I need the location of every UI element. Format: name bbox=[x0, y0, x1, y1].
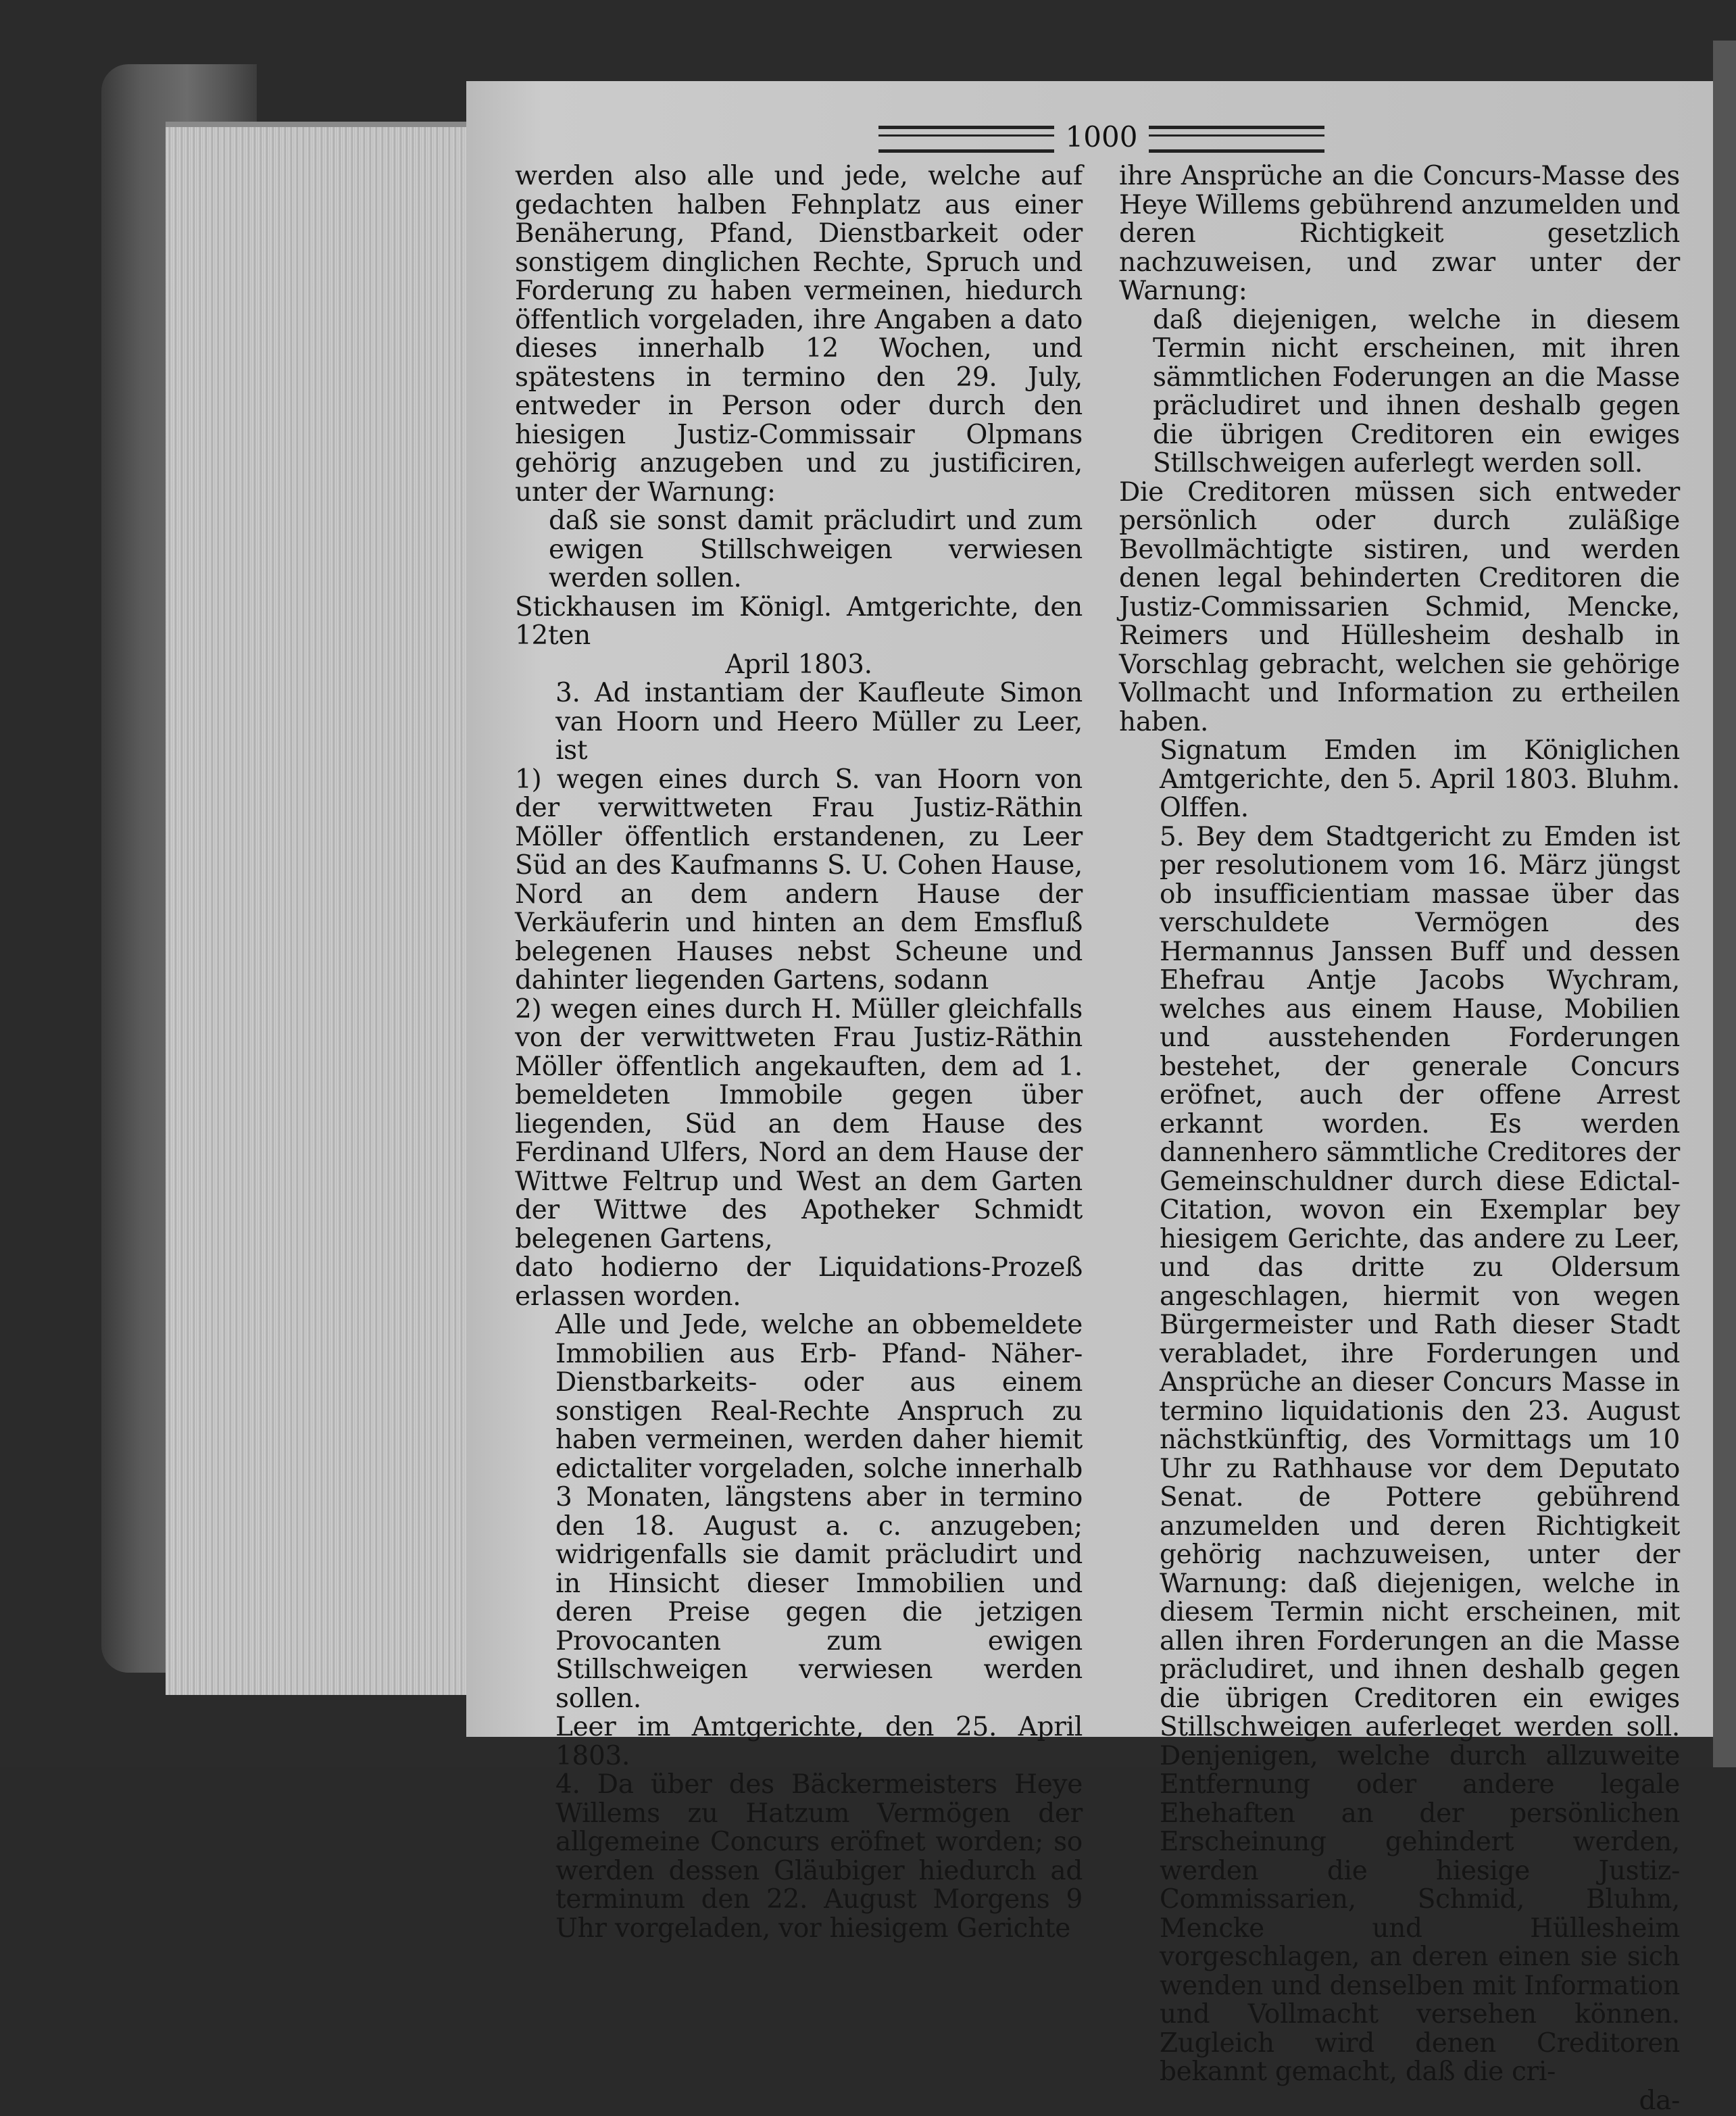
page-number: 1000 bbox=[1065, 120, 1138, 153]
signature-line: Leer im Amtgerichte, den 25. April 1803. bbox=[555, 1712, 1083, 1771]
signature-line: Signatum Emden im Königlichen Amtgerichte, den 5. April 1803. Bluhm. Olffen. bbox=[1160, 735, 1680, 823]
date-line: April 1803. bbox=[725, 649, 872, 680]
paragraph: werden also alle und jede, welche auf gedachten halben Fehnplatz aus einer Benäherung, Pfand, Dienstbarkeit oder sonstigem dinglichen Rechte, Spruch und Forderung zu haben vermeinen, hiedurch öffentlich vorgeladen, ihre Angaben a dato dieses innerhalb 12 Wochen, und spätestens in termino den 29. July, entweder in Person oder durch den hiesigen Justiz-Commissair Olpmans gehörig anzugeben und zu justificiren, unter der Warnung: bbox=[515, 161, 1083, 508]
facing-page-edge bbox=[1713, 41, 1736, 1767]
list-item: 1) wegen eines durch S. van Hoorn von der verwittweten Frau Justiz-Räthin Möller öffentlich erstandenen, zu Leer Süd an des Kaufmanns S. U. Cohen Hause, Nord an dem andern Hause der Verkäuferin und hinten an dem Emsfluß belegenen Hauses nebst Scheune und dahinter liegenden Gartens, sodann bbox=[515, 764, 1083, 995]
header-rule-left bbox=[878, 126, 1054, 153]
paragraph: 4. Da über des Bäckermeisters Heye Willems zu Hatzum Vermögen der allgemeine Concurs eröfnet worden; so werden dessen Gläubiger hiedurch ad terminum den 22. August Morgens 9 Uhr vorgeladen, vor hiesigem Gerichte bbox=[555, 1769, 1083, 1944]
warning-clause: daß sie sonst damit präcludirt und zum ewigen Stillschweigen verwiesen werden sollen. bbox=[549, 506, 1083, 593]
paragraph: Die Creditoren müssen sich entweder persönlich oder durch zuläßige Bevollmächtigte sistiren, und werden denen legal behinderten Creditoren die Justiz-Commissarien Schmid, Mencke, Reimers und Hüllesheim deshalb in Vorschlag gebracht, welchen sie gehörige Vollmacht und Information zu ertheilen haben. bbox=[1119, 476, 1680, 737]
left-column bbox=[515, 161, 1083, 1944]
catchword: da- bbox=[1639, 2085, 1680, 2116]
page-edges bbox=[166, 122, 470, 1695]
right-column bbox=[1119, 161, 1680, 2116]
header-rule-right bbox=[1149, 126, 1324, 153]
list-item: 2) wegen eines durch H. Müller gleichfalls von der verwittweten Frau Justiz-Räthin Möller öffentlich angekauften, dem ad 1. bemeldeten Immobile gegen über liegenden, Süd an dem Hause des Ferdinand Ulfers, Nord an dem Hause der Wittwe Feltrup und West an dem Garten der Wittwe des Apotheker Schmidt belegenen Gartens, bbox=[515, 993, 1083, 1254]
warning-clause: daß diejenigen, welche in diesem Termin nicht erscheinen, mit ihren sämmtlichen Foderungen an die Masse präcludiret und ihnen deshalb gegen die übrigen Creditoren ein ewiges Stillschweigen auferlegt werden soll. bbox=[1153, 304, 1680, 478]
paragraph: dato hodierno der Liquidations-Prozeß erlassen worden. bbox=[515, 1252, 1083, 1312]
paragraph: Alle und Jede, welche an obbemeldete Immobilien aus Erb- Pfand- Näher- Dienstbarkeits- oder aus einem sonstigen Real-Rechte Anspruch zu haben vermeinen, werden daher hiemit edictaliter vorgeladen, solche innerhalb 3 Monaten, längstens aber in termino den 18. August a. c. anzugeben; widrigenfalls sie damit präcludirt und in Hinsicht dieser Immobilien und deren Preise gegen die jetzigen Provocanten zum ewigen Stillschweigen verwiesen werden sollen. bbox=[555, 1310, 1083, 1714]
paragraph: 5. Bey dem Stadtgericht zu Emden ist per resolutionem vom 16. März jüngst ob insufficientiam massae über das verschuldete Vermögen des Hermannus Janssen Buff und dessen Ehefrau Antje Jacobs Wychram, welches aus einem Hause, Mobilien und ausstehenden Forderungen bestehet, der generale Concurs eröfnet, auch der offene Arrest erkannt worden. Es werden dannenhero sämmtliche Creditores der Gemeinschuldner durch diese Edictal-Citation, wovon ein Exemplar bey hiesigem Gerichte, das andere zu Leer, und das dritte zu Oldersum angeschlagen, hiermit von wegen Bürgermeister und Rath dieser Stadt verabladet, ihre Forderungen und Ansprüche an dieser Concurs Masse in termino liquidationis den 23. August nächstkünftig, des Vormittags um 10 Uhr zu Rathhause vor dem Deputato Senat. de Pottere gebührend anzumelden und deren Richtigkeit gehörig nachzuweisen, unter der Warnung: daß diejenigen, welche in diesem Termin nicht erscheinen, mit allen ihren Forderungen an die Masse präcludiret, und ihnen deshalb gegen die übrigen Creditoren ein ewiges Stillschweigen auferleget werden soll. Denjenigen, welche durch allzuweite Entfernung oder andere legale Ehehaften an der persönlichen Erscheinung gehindert werden, werden die hiesige Justiz-Commissarien, Schmid, Bluhm, Mencke und Hüllesheim vorgeschlagen, an deren einen sie sich wenden und denselben mit Information und Vollmacht versehen können. Zugleich wird denen Creditoren bekannt gemacht, daß die cri- bbox=[1160, 821, 1680, 2087]
page-header bbox=[878, 119, 1324, 159]
paragraph: 3. Ad instantiam der Kaufleute Simon van Hoorn und Heero Müller zu Leer, ist bbox=[555, 678, 1083, 766]
signature-line: Stickhausen im Königl. Amtgerichte, den 12ten bbox=[515, 591, 1083, 651]
paragraph: ihre Ansprüche an die Concurs-Masse des Heye Willems gebührend anzumelden und deren Richtigkeit gesetzlich nachzuweisen, und zwar unter der Warnung: bbox=[1119, 161, 1680, 306]
